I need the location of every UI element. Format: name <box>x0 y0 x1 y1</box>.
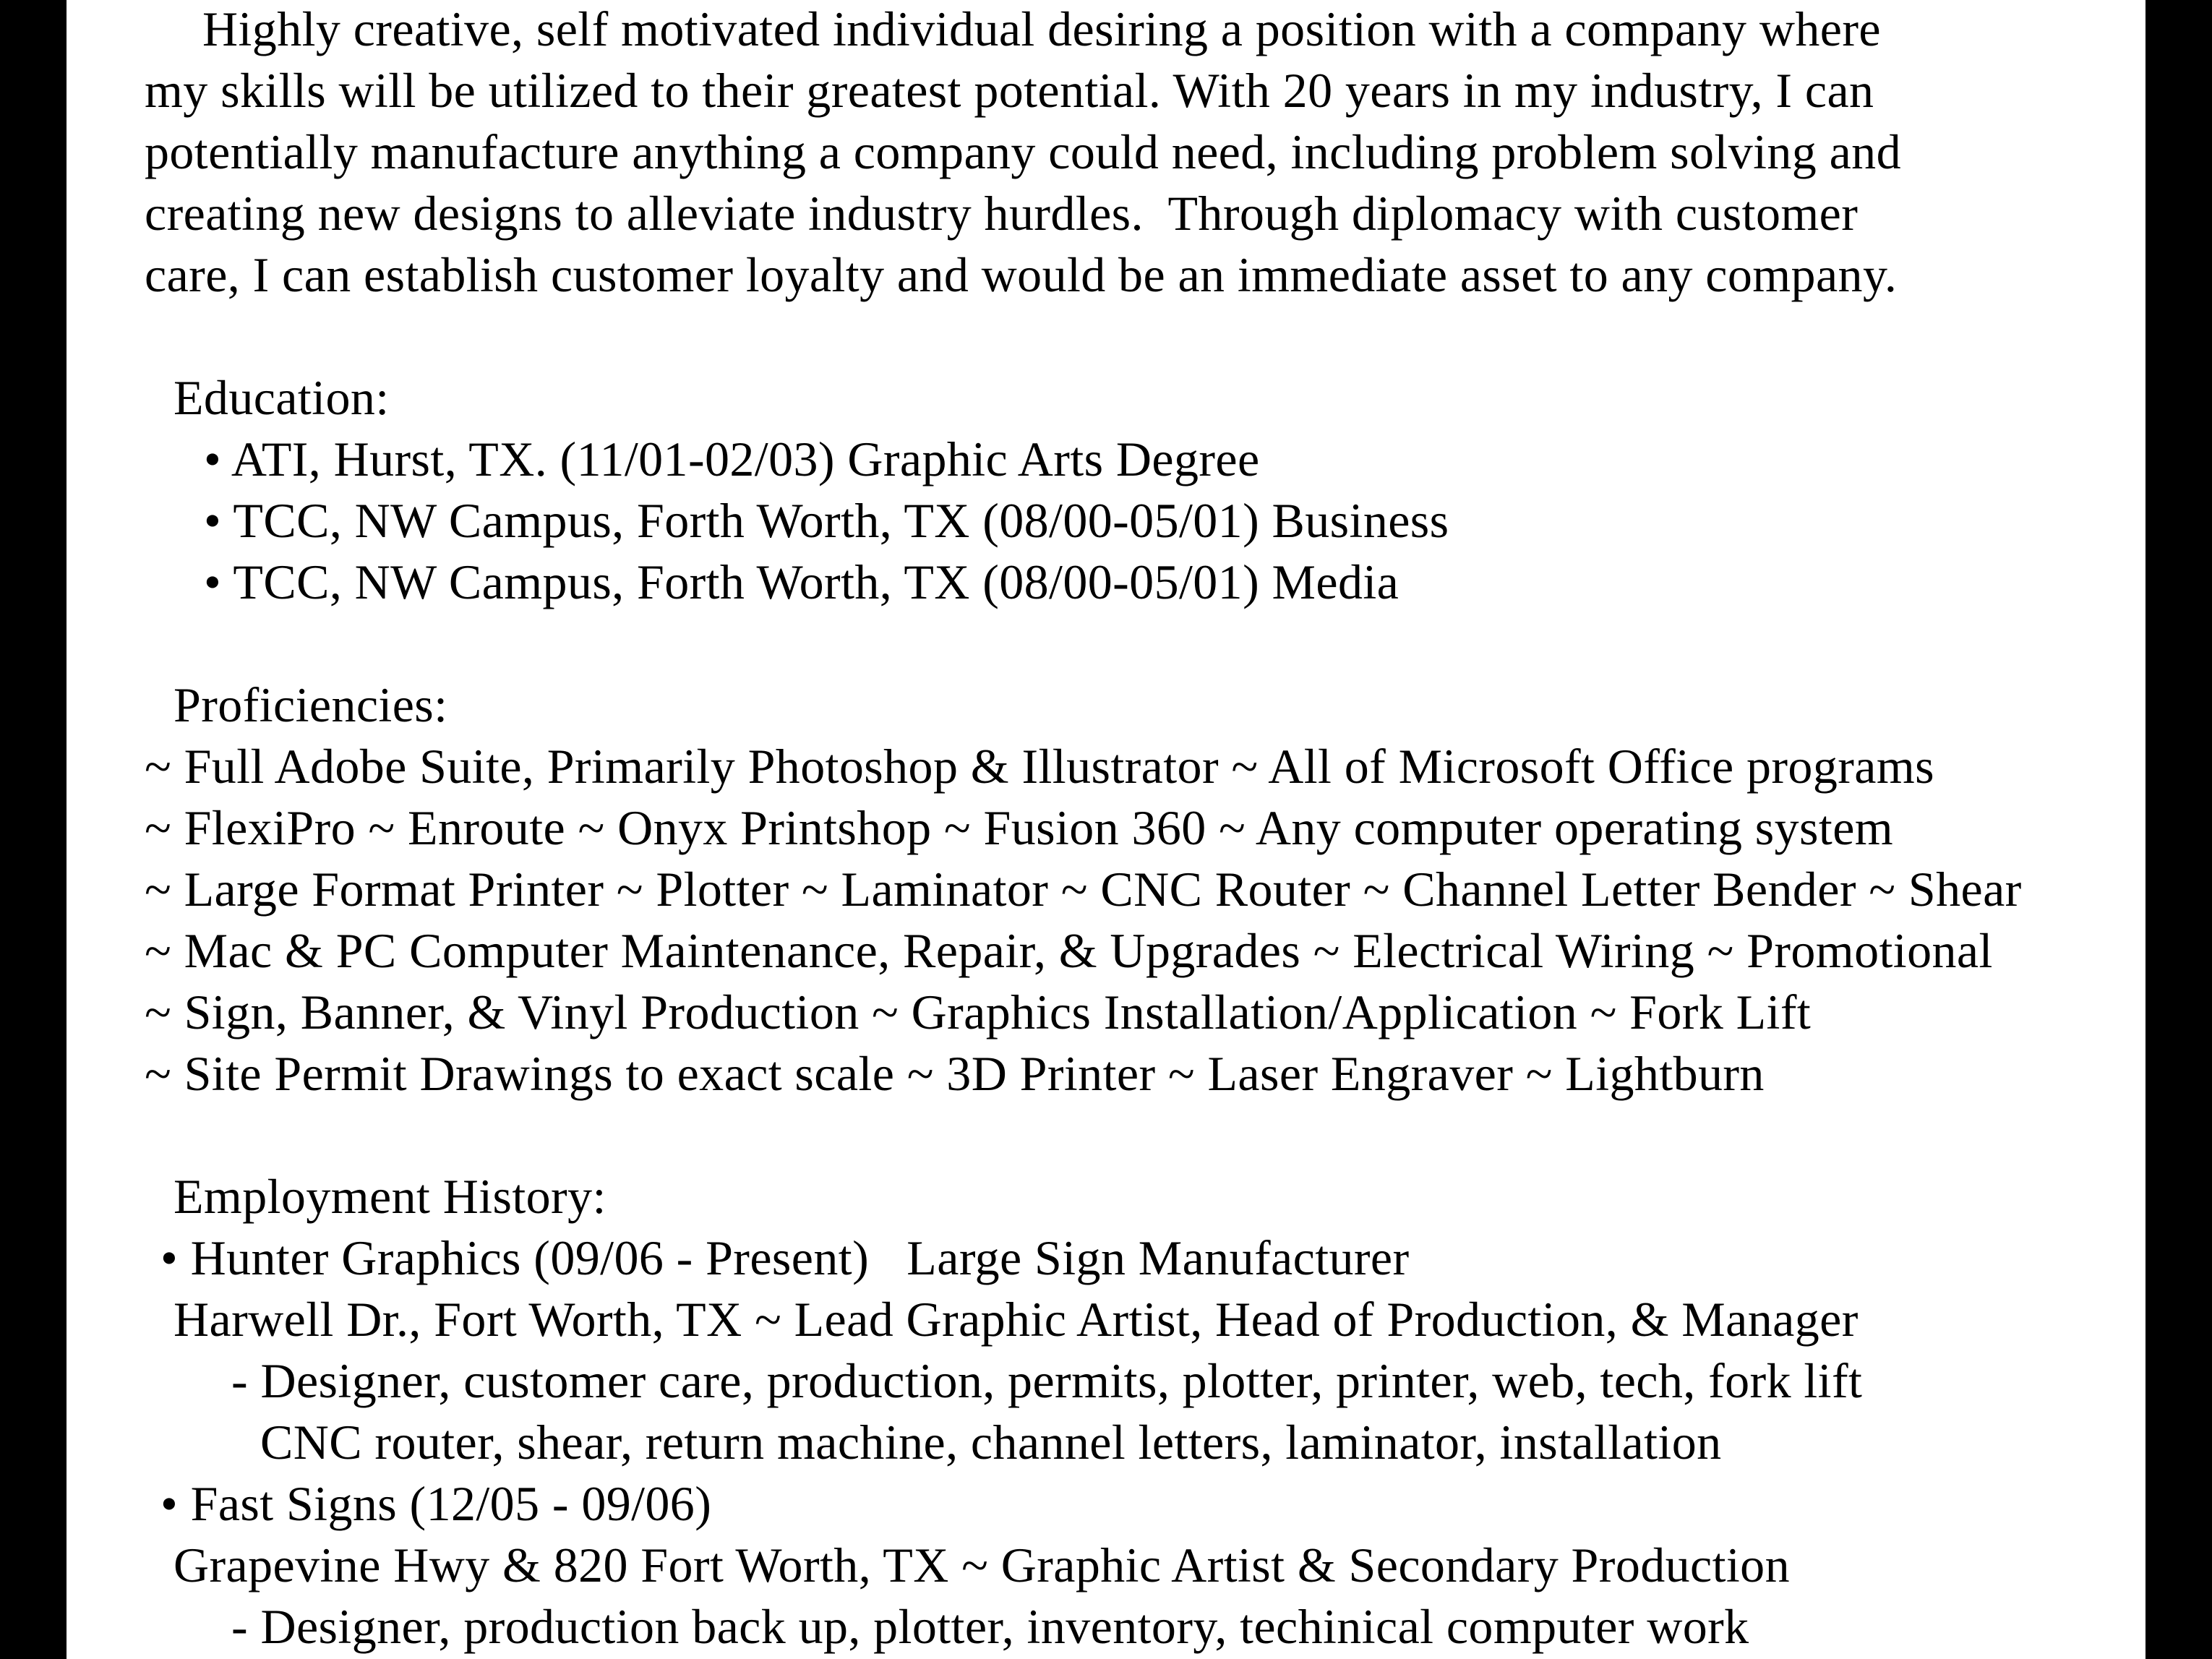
proficiency-line: ~ Site Permit Drawings to exact scale ~ 3D Printer ~ Laser Engraver ~ Lightburn <box>145 1046 1765 1101</box>
profile-line: creating new designs to alleviate industry hurdles. Through diplomacy with customer <box>145 186 1859 241</box>
proficiency-line: ~ Sign, Banner, & Vinyl Production ~ Graphics Installation/Application ~ Fork Lift <box>145 985 1812 1039</box>
education-item: • ATI, Hurst, TX. (11/01-02/03) Graphic Arts Degree <box>204 432 1260 486</box>
education-item: • TCC, NW Campus, Forth Worth, TX (08/00-05/01) Business <box>204 493 1449 548</box>
education-item: • TCC, NW Campus, Forth Worth, TX (08/00-05/01) Media <box>204 554 1399 609</box>
proficiencies-heading: Proficiencies: <box>173 677 448 732</box>
proficiency-line: ~ FlexiPro ~ Enroute ~ Onyx Printshop ~ Fusion 360 ~ Any computer operating system <box>145 800 1894 855</box>
job-title-line: • Hunter Graphics (09/06 - Present) Large Sign Manufacturer <box>160 1230 1410 1285</box>
job-title-line: • Fast Signs (12/05 - 09/06) <box>160 1476 712 1531</box>
job-duty-line: - Designer, customer care, production, permits, plotter, printer, web, tech, fork lift <box>231 1353 1863 1408</box>
job-address-line: Harwell Dr., Fort Worth, TX ~ Lead Graphic Artist, Head of Production, & Manager <box>173 1292 1859 1347</box>
profile-line: Highly creative, self motivated individual desiring a position with a company where <box>202 1 1881 56</box>
resume-page <box>67 0 2145 1659</box>
employment-heading: Employment History: <box>173 1169 606 1224</box>
job-address-line: Grapevine Hwy & 820 Fort Worth, TX ~ Graphic Artist & Secondary Production <box>173 1538 1790 1592</box>
job-duty-line: - Designer, production back up, plotter, inventory, techinical computer work <box>231 1599 1749 1654</box>
profile-line: potentially manufacture anything a company could need, including problem solving and <box>145 124 1901 179</box>
education-heading: Education: <box>173 370 390 425</box>
proficiency-line: ~ Mac & PC Computer Maintenance, Repair, & Upgrades ~ Electrical Wiring ~ Promotional <box>145 923 1993 978</box>
proficiency-line: ~ Full Adobe Suite, Primarily Photoshop & Illustrator ~ All of Microsoft Office programs <box>145 739 1934 794</box>
profile-line: my skills will be utilized to their greatest potential. With 20 years in my industry, I can <box>145 63 1874 118</box>
profile-line: care, I can establish customer loyalty and would be an immediate asset to any company. <box>145 247 1898 302</box>
proficiency-line: ~ Large Format Printer ~ Plotter ~ Laminator ~ CNC Router ~ Channel Letter Bender ~ Shear <box>145 862 2022 917</box>
job-duty-line: CNC router, shear, return machine, channel letters, laminator, installation <box>260 1415 1722 1470</box>
